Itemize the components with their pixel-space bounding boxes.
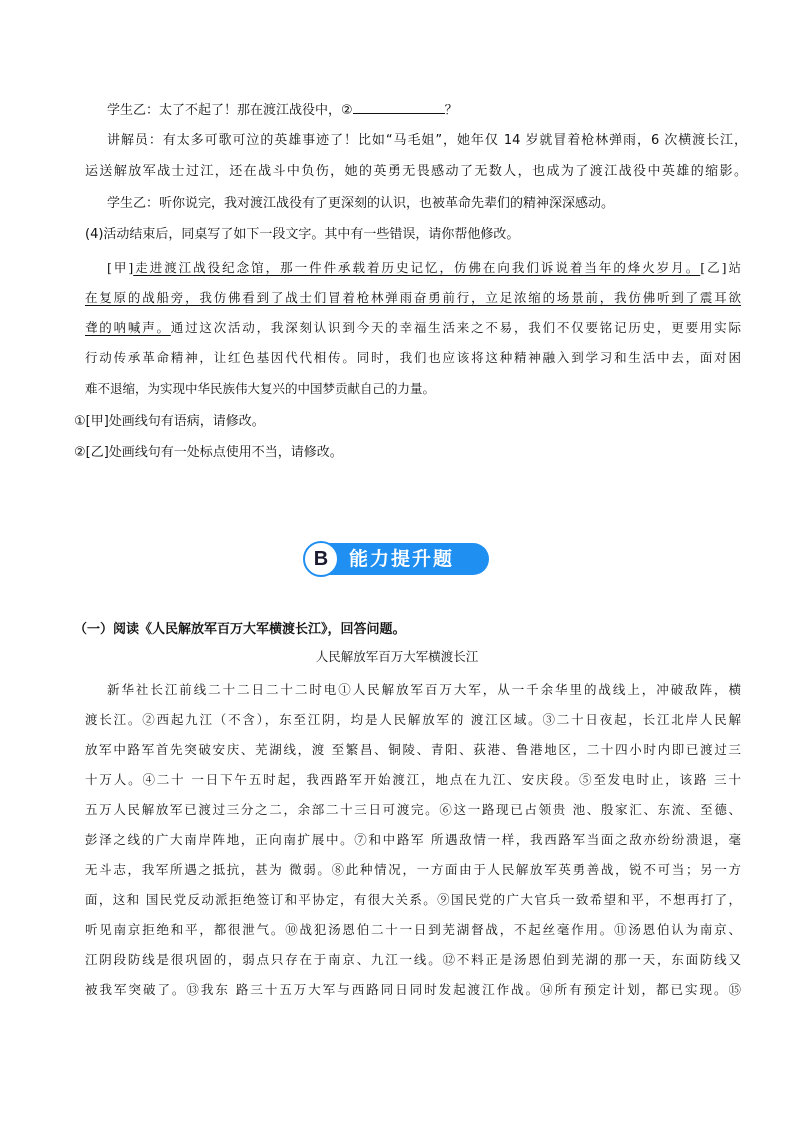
passage-line-3-rest: 通过这次活动，我深刻认识到今天的幸福生活来之不易，我们不仅要铭记历史，更要用实际 bbox=[170, 320, 741, 335]
student-b-line-1 bbox=[107, 101, 458, 120]
passage-line-2: 在复原的战船旁，我仿佛看到了战士们冒着枪林弹雨奋勇前行，立足浓缩的场景前，我仿佛听到了震耳欲 bbox=[85, 290, 741, 305]
guide-line-1: 讲解员：有太多可歌可泣的英雄事迹了！比如“马毛姐”，她年仅 14 岁就冒着枪林弹雨，6 次横渡长江， bbox=[107, 133, 747, 148]
article-title: 人民解放军百万大军横渡长江 bbox=[315, 649, 479, 664]
article-line-6: 彭泽之线的广大南岸阵地，正向南扩展中。⑦和中路军 所遇敌情一样，我西路军当面之敌亦纷纷溃退，毫 bbox=[85, 832, 741, 847]
underlined-sentence-jia: 走进渡江战役纪念馆，那一件件承载着历史记忆，仿佛在向我们诉说着当年的烽火岁月。 bbox=[133, 260, 701, 275]
marker-yi: [乙]站 bbox=[700, 260, 741, 275]
section-banner bbox=[303, 541, 489, 577]
article-line-1: 新华社长江前线二十二日二十二时电①人民解放军百万大军，从一千余华里的战线上，冲破敌阵，横 bbox=[107, 682, 741, 697]
article-line-7: 无斗志，我军所遇之抵抗，甚为 微弱。⑧此种情况，一方面由于人民解放军英勇善战，锐不可当；另一方 bbox=[85, 862, 741, 877]
underlined-sentence-yi-end: 聋的呐喊声。 bbox=[85, 320, 171, 335]
banner-label: 能力提升题 bbox=[349, 548, 455, 570]
article-line-2: 渡长江。②西起九江（不含），东至江阴，均是人民解放军的 渡江区域。③二十日夜起，长江北岸人民解 bbox=[85, 712, 741, 727]
passage-line-5: 难不退缩，为实现中华民族伟大复兴的中国梦贡献自己的力量。 bbox=[85, 381, 436, 396]
answer-blank[interactable] bbox=[353, 101, 445, 114]
sub-question-2: ②[乙]处画线句有一处标点使用不当，请修改。 bbox=[74, 445, 343, 460]
article-line-10: 江阴段防线是很巩固的，弱点只存在于南京、九江一线。⑫不料正是汤恩伯到芜湖的那一天，东面防线又 bbox=[85, 952, 741, 967]
banner-letter: B bbox=[313, 548, 329, 570]
marker-jia: [甲] bbox=[107, 260, 134, 275]
guide-line-2: 运送解放军战士过江，还在战斗中负伤，她的英勇无畏感动了无数人，也成为了渡江战役中英雄的缩影。 bbox=[85, 164, 747, 179]
article-line-5: 五万人民解放军已渡过三分之二，余部二十三日可渡完。⑥这一路现已占领贵 池、殷家汇、东流、至德、 bbox=[85, 802, 741, 817]
passage-line-1 bbox=[107, 259, 741, 277]
student-b-line-2: 学生乙：听你说完，我对渡江战役有了更深刻的认识，也被革命先辈们的精神深深感动。 bbox=[107, 196, 615, 211]
article-line-11: 被我军突破了。⑬我东 路三十五万大军与西路同日同时发起渡江作战。⑭所有预定计划，都已实现。⑮ bbox=[85, 982, 741, 997]
reading-heading: （一）阅读《人民解放军百万大军横渡长江》，回答问题。 bbox=[74, 622, 406, 637]
sub-question-1: ①[甲]处画线句有语病，请修改。 bbox=[74, 414, 265, 429]
student-b-text-1-end: ？ bbox=[444, 103, 458, 118]
passage-line-4: 行动传承革命精神，让红色基因代代相传。同时，我们也应该将这种精神融入到学习和生活中去，面对困 bbox=[85, 350, 741, 365]
student-b-text-1: 学生乙：太了不起了！那在渡江战役中，② bbox=[107, 103, 353, 118]
q4-prompt: (4)活动结束后，同桌写了如下一段文字。其中有一些错误，请你帮他修改。 bbox=[85, 227, 520, 242]
article-line-8: 面，这和 国民党反动派拒绝签订和平协定，有很大关系。⑨国民党的广大官兵一致希望和平，不想再打了， bbox=[85, 892, 741, 907]
article-line-3: 放军中路军首先突破安庆、芜湖线，渡 至繁昌、铜陵、青阳、荻港、鲁港地区，二十四小时内即已渡过三 bbox=[85, 742, 741, 757]
article-line-9: 听见南京拒绝和平，都很泄气。⑩战犯汤恩伯二十一日到芜湖督战，不起丝毫作用。⑪汤恩伯认为南京、 bbox=[85, 922, 741, 937]
article-line-4: 十万人。④二十 一日下午五时起，我西路军开始渡江，地点在九江、安庆段。⑤至发电时止，该路 三十 bbox=[85, 772, 741, 787]
passage-line-3 bbox=[85, 319, 741, 337]
